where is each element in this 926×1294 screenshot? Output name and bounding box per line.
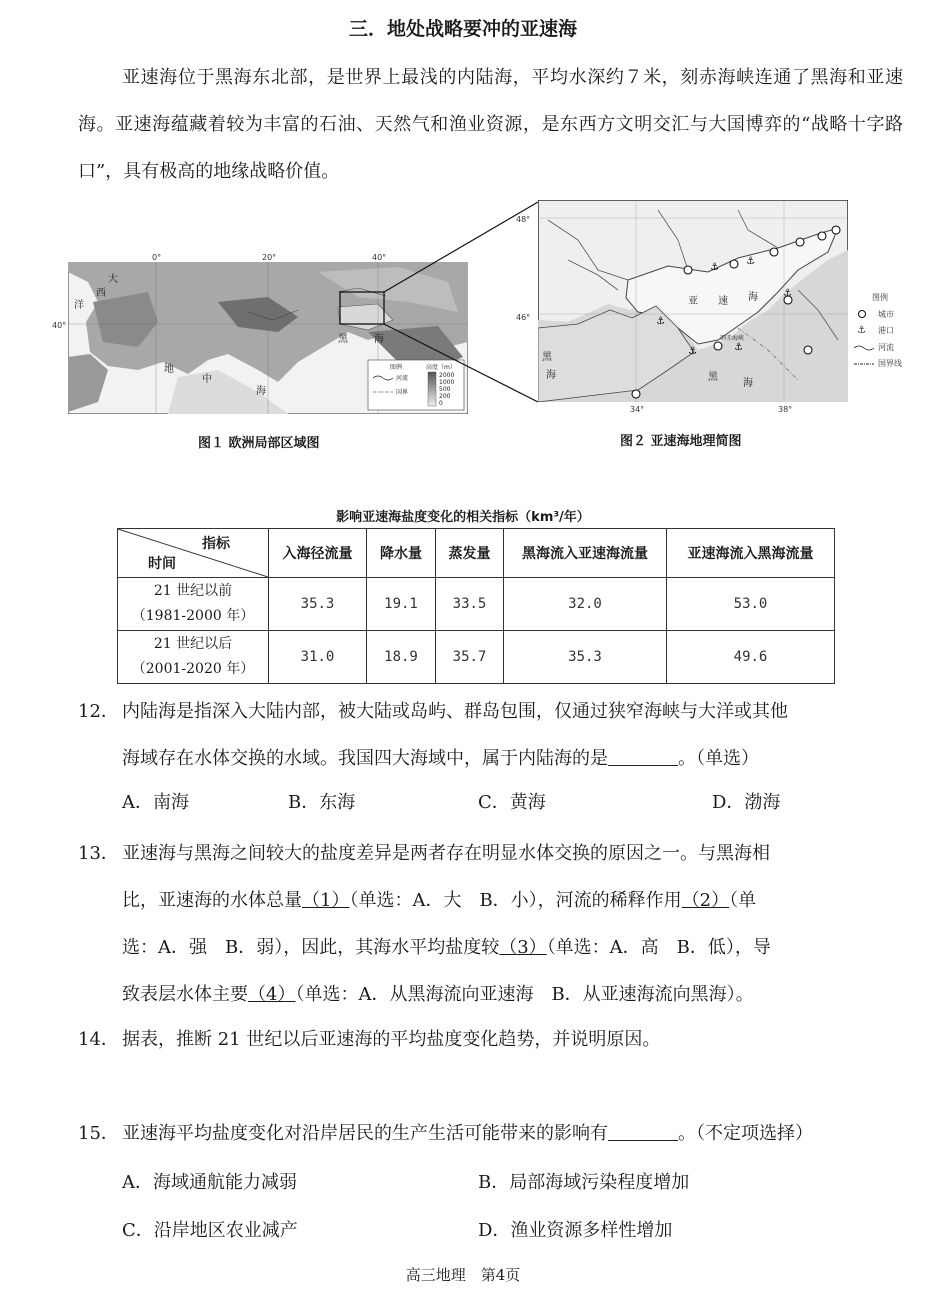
city-marker bbox=[714, 342, 722, 350]
fig2-legend-city: 城市 bbox=[878, 310, 894, 319]
row-years: （1981-2000 年） bbox=[131, 608, 255, 624]
port-icon: ⚓ bbox=[656, 316, 665, 327]
fig1-elev-1000: 1000 bbox=[439, 379, 455, 386]
port-icon: ⚓ bbox=[710, 262, 719, 273]
table-header: 降水量 bbox=[367, 529, 436, 578]
fig1-lon-labels bbox=[68, 250, 398, 262]
fig2-lat-46: 46° bbox=[516, 313, 531, 322]
question-text: 比，亚速海的水体总量 bbox=[122, 890, 302, 911]
option-d[interactable]: D．渤海 bbox=[712, 792, 781, 813]
fig1-lon-20: 20° bbox=[262, 253, 277, 262]
table-corner-cell bbox=[118, 529, 269, 578]
fig2-legend-river: 河流 bbox=[878, 343, 894, 352]
figure-2-azov-map bbox=[538, 200, 848, 402]
figure-2-caption: 图２ 亚速海地理简图 bbox=[620, 434, 742, 449]
table-cell: 35.7 bbox=[436, 631, 504, 684]
table-header: 黑海流入亚速海流量 bbox=[504, 529, 667, 578]
question-number: 12． bbox=[78, 701, 119, 722]
fig2-lon-34: 34° bbox=[630, 405, 645, 414]
question-text: 亚速海平均盐度变化对沿岸居民的生产生活可能带来的影响有 bbox=[122, 1123, 608, 1144]
answer-blank-4[interactable]: （4） bbox=[248, 984, 296, 1005]
city-marker bbox=[796, 238, 804, 246]
table-row bbox=[118, 578, 835, 631]
kerch-strait-label: 刻赤海峡 bbox=[720, 335, 745, 342]
city-marker bbox=[770, 248, 778, 256]
answer-blank[interactable] bbox=[608, 1122, 678, 1141]
answer-blank-2[interactable]: （2） bbox=[681, 890, 730, 911]
black-sea-label-3: 黑 bbox=[708, 372, 718, 383]
question-text: 据表，推断 21 世纪以后亚速海的平均盐度变化趋势，并说明原因。 bbox=[122, 1029, 661, 1050]
black-sea-label-1: 黑 bbox=[338, 334, 348, 345]
table-cell: 31.0 bbox=[269, 631, 367, 684]
city-marker bbox=[684, 266, 692, 274]
fig1-lat-label bbox=[50, 318, 68, 330]
question-text: 内陆海是指深入大陆内部，被大陆或岛屿、群岛包围，仅通过狭窄海峡与大洋或其他 bbox=[122, 701, 788, 722]
question-number: 14． bbox=[78, 1029, 119, 1050]
black-sea-label-4: 海 bbox=[743, 378, 753, 389]
fig1-legend-elev-title: 高度（m） bbox=[426, 364, 456, 371]
fig1-elev-200: 200 bbox=[439, 393, 451, 400]
figure-1-caption: 图１ 欧洲局部区域图 bbox=[198, 436, 320, 451]
row-period-cell bbox=[118, 631, 269, 684]
table-cell: 32.0 bbox=[504, 578, 667, 631]
azov-label-1: 亚 bbox=[688, 296, 698, 307]
fig2-lat-labels bbox=[512, 210, 540, 330]
azov-map-image bbox=[538, 200, 848, 402]
fig2-legend-port: 港口 bbox=[878, 326, 894, 335]
fig2-legend-title: 图例 bbox=[872, 293, 888, 302]
azov-label-3: 海 bbox=[748, 292, 758, 303]
black-sea-label-2: 海 bbox=[546, 370, 556, 381]
city-marker bbox=[632, 390, 640, 398]
question-text: （单选：A．大 B．小），河流的稀释作用 bbox=[349, 890, 682, 911]
option-a[interactable]: A．南海 bbox=[122, 792, 189, 813]
fig1-legend-river: 河流 bbox=[396, 375, 409, 382]
fig1-elev-0: 0 bbox=[439, 400, 443, 407]
question-number: 13． bbox=[78, 843, 119, 864]
option-a[interactable]: A．海域通航能力减弱 bbox=[122, 1172, 297, 1193]
question-text: 选：A．强 B．弱），因此，其海水平均盐度较 bbox=[122, 937, 500, 958]
question-text: （单选：A．从黑海流向亚速海 B．从亚速海流向黑海）。 bbox=[295, 984, 754, 1005]
question-text: 海域存在水体交换的水域。我国四大海域中，属于内陆海的是 bbox=[122, 748, 608, 769]
atlantic-label-1: 大 bbox=[108, 274, 118, 285]
question-12 bbox=[78, 688, 903, 782]
port-icon: ⚓ bbox=[734, 342, 743, 353]
med-label-1: 地 bbox=[164, 364, 174, 375]
fig2-legend bbox=[852, 288, 922, 372]
port-icon: ⚓ bbox=[783, 288, 792, 299]
table-header: 蒸发量 bbox=[436, 529, 504, 578]
table-cell: 33.5 bbox=[436, 578, 504, 631]
question-text: 。（不定项选择） bbox=[678, 1123, 813, 1144]
answer-blank[interactable] bbox=[608, 747, 678, 766]
row-years: （2001-2020 年） bbox=[131, 661, 255, 677]
city-marker bbox=[818, 232, 826, 240]
table-cell: 35.3 bbox=[269, 578, 367, 631]
table-cell: 53.0 bbox=[667, 578, 835, 631]
page-footer: 高三地理 第4页 bbox=[405, 1266, 521, 1284]
intro-paragraph: 亚速海位于黑海东北部，是世界上最浅的内陆海，平均水深约７米，刻赤海峡连通了黑海和亚速海。亚速海蕴藏着较为丰富的石油、天然气和渔业资源，是东西方文明交汇与大国博弈的“战略十字路口”，具有极高的地缘战略价值。 bbox=[78, 67, 903, 182]
option-d[interactable]: D．渔业资源多样性增加 bbox=[478, 1220, 673, 1241]
med-label-3: 海 bbox=[256, 386, 266, 397]
row-period: 21 世纪以前 bbox=[153, 583, 233, 599]
question-text: 亚速海与黑海之间较大的盐度差异是两者存在明显水体交换的原因之一。与黑海相 bbox=[122, 843, 770, 864]
answer-blank-3[interactable]: （3） bbox=[499, 937, 547, 958]
black-sea-label-2: 海 bbox=[374, 334, 384, 345]
table-cell: 49.6 bbox=[667, 631, 835, 684]
fig2-legend-city-symbol bbox=[859, 311, 866, 318]
row-period-cell bbox=[118, 578, 269, 631]
question-number: 15． bbox=[78, 1123, 119, 1144]
question-13 bbox=[78, 830, 903, 1018]
indicator-table bbox=[117, 528, 835, 684]
med-label-2: 中 bbox=[202, 374, 212, 385]
section-title: 三．地处战略要冲的亚速海 bbox=[348, 18, 577, 40]
row-period: 21 世纪以后 bbox=[153, 636, 233, 652]
question-15 bbox=[78, 1110, 903, 1157]
city-marker bbox=[832, 226, 840, 234]
question-text: 。（单选） bbox=[678, 748, 759, 769]
question-text: 致表层水体主要 bbox=[122, 984, 248, 1005]
fig1-lon-40: 40° bbox=[372, 253, 387, 262]
table-title: 影响亚速海盐度变化的相关指标（km³/年） bbox=[336, 510, 590, 525]
fig1-legend-border: 国界 bbox=[396, 389, 409, 396]
question-text: （单选：A．高 B．低），导 bbox=[546, 937, 771, 958]
atlantic-label-3: 洋 bbox=[74, 300, 84, 311]
fig1-lon-0: 0° bbox=[152, 253, 162, 262]
city-marker bbox=[804, 346, 812, 354]
fig2-lon-labels bbox=[620, 402, 810, 414]
city-marker bbox=[730, 260, 738, 268]
fig2-legend-river-symbol bbox=[854, 346, 874, 350]
corner-indicator-label: 指标 bbox=[202, 536, 230, 552]
option-b[interactable]: B．局部海域污染程度增加 bbox=[478, 1172, 690, 1193]
option-c[interactable]: C．黄海 bbox=[478, 792, 546, 813]
table-cell: 19.1 bbox=[367, 578, 436, 631]
question-text: （单 bbox=[729, 890, 757, 911]
atlantic-label-2: 西 bbox=[96, 288, 106, 299]
table-cell: 18.9 bbox=[367, 631, 436, 684]
option-c[interactable]: C．沿岸地区农业减产 bbox=[122, 1220, 298, 1241]
question-14 bbox=[78, 1016, 903, 1063]
fig2-lat-48: 48° bbox=[516, 215, 531, 224]
port-icon: ⚓ bbox=[688, 346, 697, 357]
anchor-icon: ⚓ bbox=[857, 325, 866, 336]
fig1-legend-title: 图例 bbox=[390, 364, 403, 371]
azov-label-2: 速 bbox=[718, 296, 728, 307]
table-cell: 35.3 bbox=[504, 631, 667, 684]
fig2-lon-38: 38° bbox=[778, 405, 793, 414]
fig2-legend-border: 国界线 bbox=[878, 359, 902, 368]
fig1-elev-500: 500 bbox=[439, 386, 451, 393]
fig1-lat-40: 40° bbox=[52, 321, 67, 330]
corner-time-label: 时间 bbox=[148, 556, 176, 572]
black-sea-label-1: 黑 bbox=[542, 352, 552, 363]
port-icon: ⚓ bbox=[746, 256, 755, 267]
answer-blank-1[interactable]: （1） bbox=[302, 890, 350, 911]
table-row bbox=[118, 631, 835, 684]
table-header: 入海径流量 bbox=[269, 529, 367, 578]
table-header: 亚速海流入黑海流量 bbox=[667, 529, 835, 578]
option-b[interactable]: B．东海 bbox=[288, 792, 356, 813]
fig1-elev-2000: 2000 bbox=[439, 372, 455, 379]
